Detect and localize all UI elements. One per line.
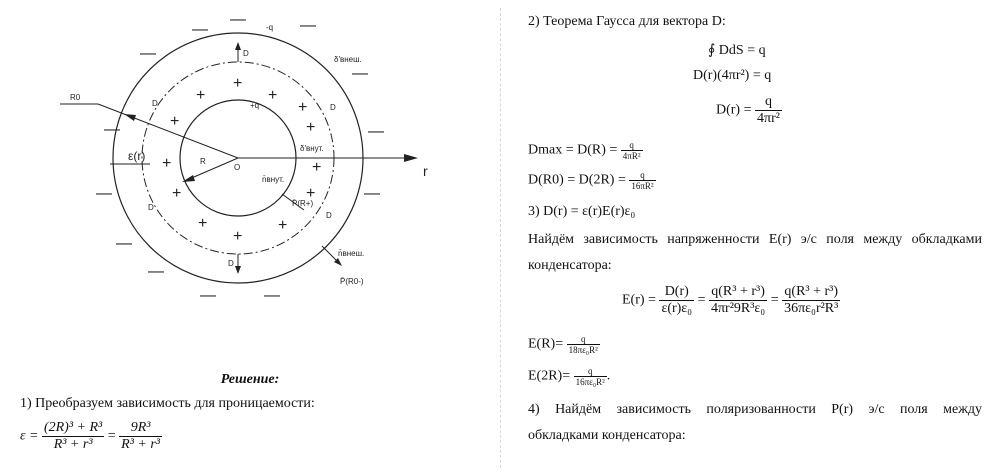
e-frac-3: [782, 284, 840, 317]
eps-den-2: R³ + r³: [121, 437, 160, 452]
er-num: q: [567, 334, 600, 345]
label-D-ul: D: [152, 99, 158, 108]
e2r-lhs: E(2R)=: [528, 368, 571, 384]
step-4-line-1: 4) Найдём зависимость поляризованности P(r) э/с поля между: [528, 402, 982, 417]
e-field-formula: [622, 284, 840, 317]
e-eq-sign-2: =: [770, 292, 779, 308]
e2r-frac: [574, 366, 607, 387]
step-1-text: 1) Преобразуем зависимость для проницаемости:: [20, 396, 315, 411]
plus-sign: +: [162, 155, 172, 172]
plus-sign: +: [312, 159, 322, 176]
minus-sign: —: [264, 287, 280, 304]
n-outer-vector: [322, 246, 338, 262]
eps-lhs: ε =: [20, 428, 39, 444]
e-frac-1: [659, 284, 694, 317]
e-at-2R-formula: [528, 366, 610, 387]
label-D-ll: D: [148, 203, 154, 212]
D-vector-top-arrow: [235, 42, 241, 50]
dr0-formula: [528, 170, 656, 191]
r-axis-arrow: [404, 154, 418, 162]
gauss3-frac: [755, 94, 782, 127]
eps-num-2: 9R³: [119, 420, 162, 437]
dmax-den: 4πR²: [622, 151, 641, 161]
minus-sign: —: [300, 17, 316, 34]
eps-frac-2: [119, 420, 162, 453]
minus-sign: —: [116, 235, 132, 252]
epsilon-formula: [20, 420, 162, 453]
minus-sign: —: [96, 185, 112, 202]
label-D-ur: D: [330, 103, 336, 112]
eps-num-1: (2R)³ + R³: [43, 420, 103, 435]
e2r-num: q: [574, 366, 607, 377]
dr0-frac: [629, 170, 655, 191]
e-den-2: 4πr²9R³ε₀: [710, 301, 766, 316]
e-lhs: E(r) =: [622, 292, 656, 308]
minus-sign: —: [140, 45, 156, 62]
label-R: R: [200, 157, 206, 166]
dr0-den: 16πR²: [631, 181, 654, 191]
label-D-bottom: D: [228, 259, 234, 268]
plus-sign: +: [198, 215, 208, 232]
para-e-line-1: Найдём зависимость напряженности E(r) э/с поля между обкладками: [528, 232, 982, 247]
dmax-frac: [621, 140, 643, 161]
step-4-line-2: обкладками конденсатора:: [528, 428, 686, 443]
label-P-R0-minus: P̄(R0-): [340, 277, 364, 286]
minus-sign: —: [148, 263, 164, 280]
gauss3-num: q: [755, 94, 782, 111]
e-eq-sign-1: =: [697, 292, 706, 308]
minus-sign: —: [200, 287, 216, 304]
gauss3-lhs: D(r) =: [716, 102, 752, 118]
dr0-num: q: [629, 170, 655, 181]
minus-sign: —: [230, 11, 246, 28]
e-at-R-formula: [528, 334, 600, 355]
e-frac-2: [709, 284, 767, 317]
e2r-den: 16πε₀R²: [575, 377, 605, 387]
e2r-tail: .: [606, 368, 611, 384]
step-3-text: 3) D(r) = ε(r)E(r)ε₀: [528, 204, 636, 219]
gauss-eq-2: D(r)(4πr²) = q: [693, 68, 772, 83]
label-delta-outer: δ′внеш.: [334, 55, 362, 64]
label-P-R-plus: P̄(R+): [292, 199, 314, 208]
er-lhs: E(R)=: [528, 336, 564, 352]
plus-sign: +: [170, 113, 180, 130]
gauss3-den: 4πr²: [757, 111, 780, 126]
label-n-outer: n̄внеш.: [338, 249, 365, 258]
r-axis-label: r: [423, 163, 428, 179]
e-den-1: ε(r)ε₀: [661, 301, 693, 316]
plus-sign: +: [233, 75, 243, 92]
R0-arrow: [124, 114, 136, 121]
e-num-3: q(R³ + r³): [782, 284, 840, 301]
plus-sign: +: [298, 99, 308, 116]
label-epsilon: ε(r): [128, 149, 146, 163]
plus-sign: +: [196, 87, 206, 104]
e-num-1: D(r): [659, 284, 694, 301]
plus-sign: +: [306, 119, 316, 136]
label-delta-inner: δ′внут.: [300, 144, 324, 153]
D-vector-bottom-arrow: [235, 266, 241, 274]
er-frac: [567, 334, 600, 355]
er-den: 18πε₀R²: [568, 345, 598, 355]
plus-sign: +: [268, 87, 278, 104]
label-D-top: D: [243, 49, 249, 58]
label-plus-q: +q: [250, 101, 260, 110]
capacitor-diagram: [0, 0, 500, 360]
label-O: O: [234, 163, 241, 172]
label-n-inner: n̄внут.: [262, 175, 285, 184]
eps-eq-sign: =: [107, 428, 116, 444]
solution-heading: Решение:: [220, 372, 280, 387]
eps-den-1: R³ + r³: [53, 437, 93, 452]
eps-frac-1: [42, 420, 104, 453]
radius-R: [187, 158, 241, 180]
e-num-2: q(R³ + r³): [709, 284, 767, 301]
dmax-formula: [528, 140, 643, 161]
plus-sign: +: [233, 228, 243, 245]
minus-sign: —: [104, 121, 120, 138]
label-R0: R0: [70, 93, 81, 102]
para-e-line-2: конденсатора:: [528, 258, 612, 273]
e-den-3: 36πε₀r²R³: [784, 301, 839, 316]
gauss-eq-1: ∮ DdS = q: [708, 43, 766, 58]
gauss-eq-3: [716, 94, 782, 127]
dmax-num: q: [621, 140, 643, 151]
minus-sign: —: [192, 21, 208, 38]
minus-sign: —: [368, 123, 384, 140]
minus-sign: —: [364, 185, 380, 202]
step-2-text: 2) Теорема Гаусса для вектора D:: [528, 14, 726, 29]
plus-sign: +: [306, 185, 316, 202]
plus-sign: +: [278, 217, 288, 234]
label-minus-q: -q: [266, 23, 274, 32]
dr0-lhs: D(R0) = D(2R) =: [528, 172, 626, 188]
plus-sign: +: [172, 185, 182, 202]
label-D-lr: D: [326, 211, 332, 220]
dmax-lhs: Dmax = D(R) =: [528, 142, 618, 158]
minus-sign: —: [352, 65, 368, 82]
